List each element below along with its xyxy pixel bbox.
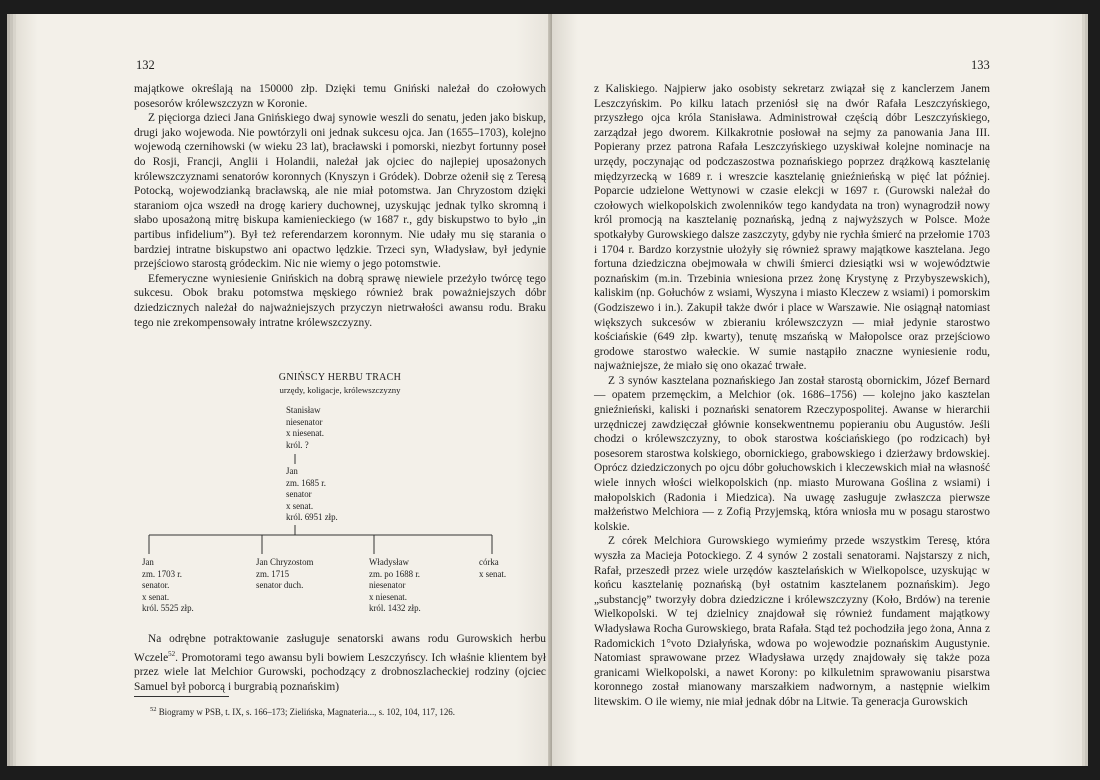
paragraph: Z córek Melchiora Gurowskiego wymieńmy przede wszystkim Teresę, która wyszła za Macieja Potockiego. Z 4 synów 2 zostali senatorami. Najstarszy z nich, Rafał, przeszedł przez wiele urzędów kasztelańskich w Wielkopolsce, uzyskując w końcu kasztelanię poznańską (był ostatnim kasztelanem poznańskim). Jego „substancję” tworzyły dobra dziedziczne i królewszczyzny (Koło, Brdów) na terenie Wielkopolski. W tej dzielnicy znajdował się również fundament majątkowy Władysława Rocha Gurowskiego, brata Rafała. Stąd też pochodziła jego żona, Anna z Radomickich 1°voto Działyńska, wdowa po wojewodzie poznańskim Augustynie. Natomiast sprawowane przez Władysława urzędy znajdowały się także poza granicami Wielkopolski, a nawet Korony: po kilkuletnim sprawowaniu pisarstwa koronnego został mianowany marszałkiem nadwornym, a następnie wielkim litewskim. O ile wiemy, nie miał jednak dóbr na Litwie. Ta generacja Gurowskich (594, 535, 990, 708)
page-number-right: 133 (971, 58, 990, 72)
paragraph: Z 3 synów kasztelana poznańskiego Jan został starostą obornickim, Józef Bernard — opatem przemęckim, a Melchior (ok. 1686–1756) — kolejno jako kasztelan gnieźnieński, kaliski i poznański senatorem Rzeczypospolitej. Awanse w hierarchii urzędniczej zawdzięczał głównie konsekwentnemu popieraniu obu Augustów. Jeśli chodzi o królewszczyzny, to obok starostwa kościańskiego (po rodzicach) był posesorem starostwa kolskiego, obornickiego, grabowskiego i dzierżawy brdowskiej. Oprócz dziedziczonych po ojcu dóbr gołuchowskich i kleczewskich miał na własność wiele innych włości wielkopolskich (np. miasto Murowana Goślina z wsiami) i małopolskich (Radonia i Miedzica). Na uwagę zasługuje zwłaszcza pierwsze małżeństwo Melchiora — z Zofią Przyjemską, która wniosła mu w posagu starostwo kolskie. (594, 374, 990, 533)
genealogy-node-stanislaw: Stanisław niesenator x niesenat. król. ? (286, 405, 324, 450)
paragraph: Efemeryczne wyniesienie Gnińskich na dobrą sprawę niewiele przeżyło twórcę tego sukcesu. Obok braku potomstwa męskiego również brak poważniejszych dóbr dziedzicznych należał do najważniejszych przyczyn nietrwałości awansu rodu. Braku tego nie zrekompensowały intratne królewszczyzny. (134, 272, 546, 329)
paragraph: majątkowe określają na 150000 złp. Dzięki temu Gniński należał do czołowych posesorów królewszczyzn w Koronie. (134, 83, 546, 110)
genealogy-node-daughter: córka x senat. (479, 557, 507, 579)
genealogy-title: GNIŃSCY HERBU TRACH (278, 372, 402, 383)
left-page (16, 14, 552, 766)
right-page-text (594, 82, 990, 710)
paragraph: z Kaliskiego. Najpierw jako osobisty sekretarz związał się z kanclerzem Janem Leszczyńskim. Po kilku latach przeniósł się na dwór Rafała Leszczyńskiego, przyszłego ojca króla Stanisława. Administrował częścią dóbr Leszczyńskiego, zarządzał jego dworem. Kilkakrotnie posłował na sejmy za panowania Jana III. Popierany przez patrona Rafała Leszczyńskiego uzyskiwał kolejne nominacje na urzędy, poczynając od podczaszostwa poznańskiego poprzez drążkową kasztelanię międzyrzecką w 1689 r. i wreszcie kasztelanię gnieźnieńską w pięć lat później. Poparcie udzielone Wettynowi w czasie elekcji w 1697 r. (Gurowski należał do czołowych wielkopolskich zwolenników tego kandydata na tron) wynagrodził nowy król promocją na kasztelanię poznańską, jedną z najwyższych w Polsce. Może spotkałyby Gurowskiego dalsze zaszczyty, gdyby nie rychła śmierć na przełomie 1703 i 1704 r. Bardzo korzystnie ułożyły się również sprawy majątkowe kasztelana. Jego fortuna dziedziczna obejmowała w chwili śmierci dziesiątki wsi w województwie poznańskim (m.in. Trzebinia wniesiona przez żonę Krystynę z Przybyszewskich), kaliskim (np. Gołuchów z wsiami, Wyszyna i miasto Kleczew z wsiami) i pomorskim (Godziszewo i in.). Zakupił także dwór i place w Warszawie. Nie osiągnął natomiast większych sukcesów w zbieraniu królewszczyzn — miał jedynie starostwo kościańskie (649 złp. kwarty), tenutę mszańską w Małopolsce oraz przejściowo grodowe starostwo wałeckie. W sumie nastąpiło znaczne wyniesienie rodu, najważniejsze, że miało się ono okazać trwałe. (594, 83, 990, 373)
page-number-left: 132 (136, 58, 155, 72)
paragraph: Na odrębne potraktowanie zasługuje senatorski awans rodu Gurowskich herbu Wczele$^{52}$. Promotorami tego awansu byli bowiem Leszczyńscy. Ich właśnie klientem był przez wiele lat Melchior Gurowski, pochodzący z drobnoszlacheckiej rodziny (ojciec Samuel był poborcą i burgrabią poznańskim) (134, 633, 546, 693)
paragraph: Z pięciorga dzieci Jana Gnińskiego dwaj synowie weszli do senatu, jeden jako biskup, drugi jako wojewoda. Nie powtórzyli oni jednak sukcesu ojca. Jan (1655–1703), kolejno wojewodą czernihowski (w wieku 23 lat), bracławski i pomorski, niezbyt fortunny poseł do Rosji, Francji, Anglii i Holandii, należał jak ojciec do najlepiej uposażonych królewszczyznami senatorów koronnych (Knyszyn i Gródek). Dobrze ożenił się z Teresą Potocką, wojewodzianką bracławską, ale nie miał potomstwa. Jan Chryzostom dzięki staraniom ojca wszedł na drogę kariery duchownej, uzyskując jednak tylko skromną i słabo uposażoną mitrę biskupa kamienieckiego (w 1687 r., gdy biskupstwo to było „in partibus infidelium”). Był też referendarzem koronnym. Nie udały mu się starania o bardziej intratne biskupstwo ani opactwo lędzkie. Trzeci syn, Władysław, był jedynie przejściowo starostą gródeckim. Nic nie wiemy o jego potomstwie. (134, 112, 546, 271)
footnote-divider (134, 696, 229, 697)
genealogy-node-jan-senior: Jan zm. 1685 r. senator x senat. król. 6951 złp. (286, 466, 338, 523)
footnote-text: Biogramy w PSB, t. IX, s. 166–173; Zielińska, Magnateria..., s. 102, 104, 117, 126. (158, 706, 455, 717)
genealogy-node-wladyslaw: Władysław zm. po 1688 r. niesenator x niesenat. król. 1432 złp. (369, 557, 421, 614)
genealogy-node-jan-junior: Jan zm. 1703 r. senator. x senat. król. 5525 złp. (142, 557, 194, 614)
genealogy-node-jan-chryzostom: Jan Chryzostom zm. 1715 senator duch. (256, 557, 314, 591)
genealogy-subtitle: urzędy, koligacje, królewszczyzny (279, 385, 401, 395)
left-page-text-after-tree (134, 632, 546, 694)
footnote (150, 704, 550, 718)
right-page (552, 14, 1082, 766)
footnote-reference: 52 (168, 649, 176, 658)
footnote-mark: 52 (150, 706, 157, 713)
left-page-text (134, 82, 546, 330)
